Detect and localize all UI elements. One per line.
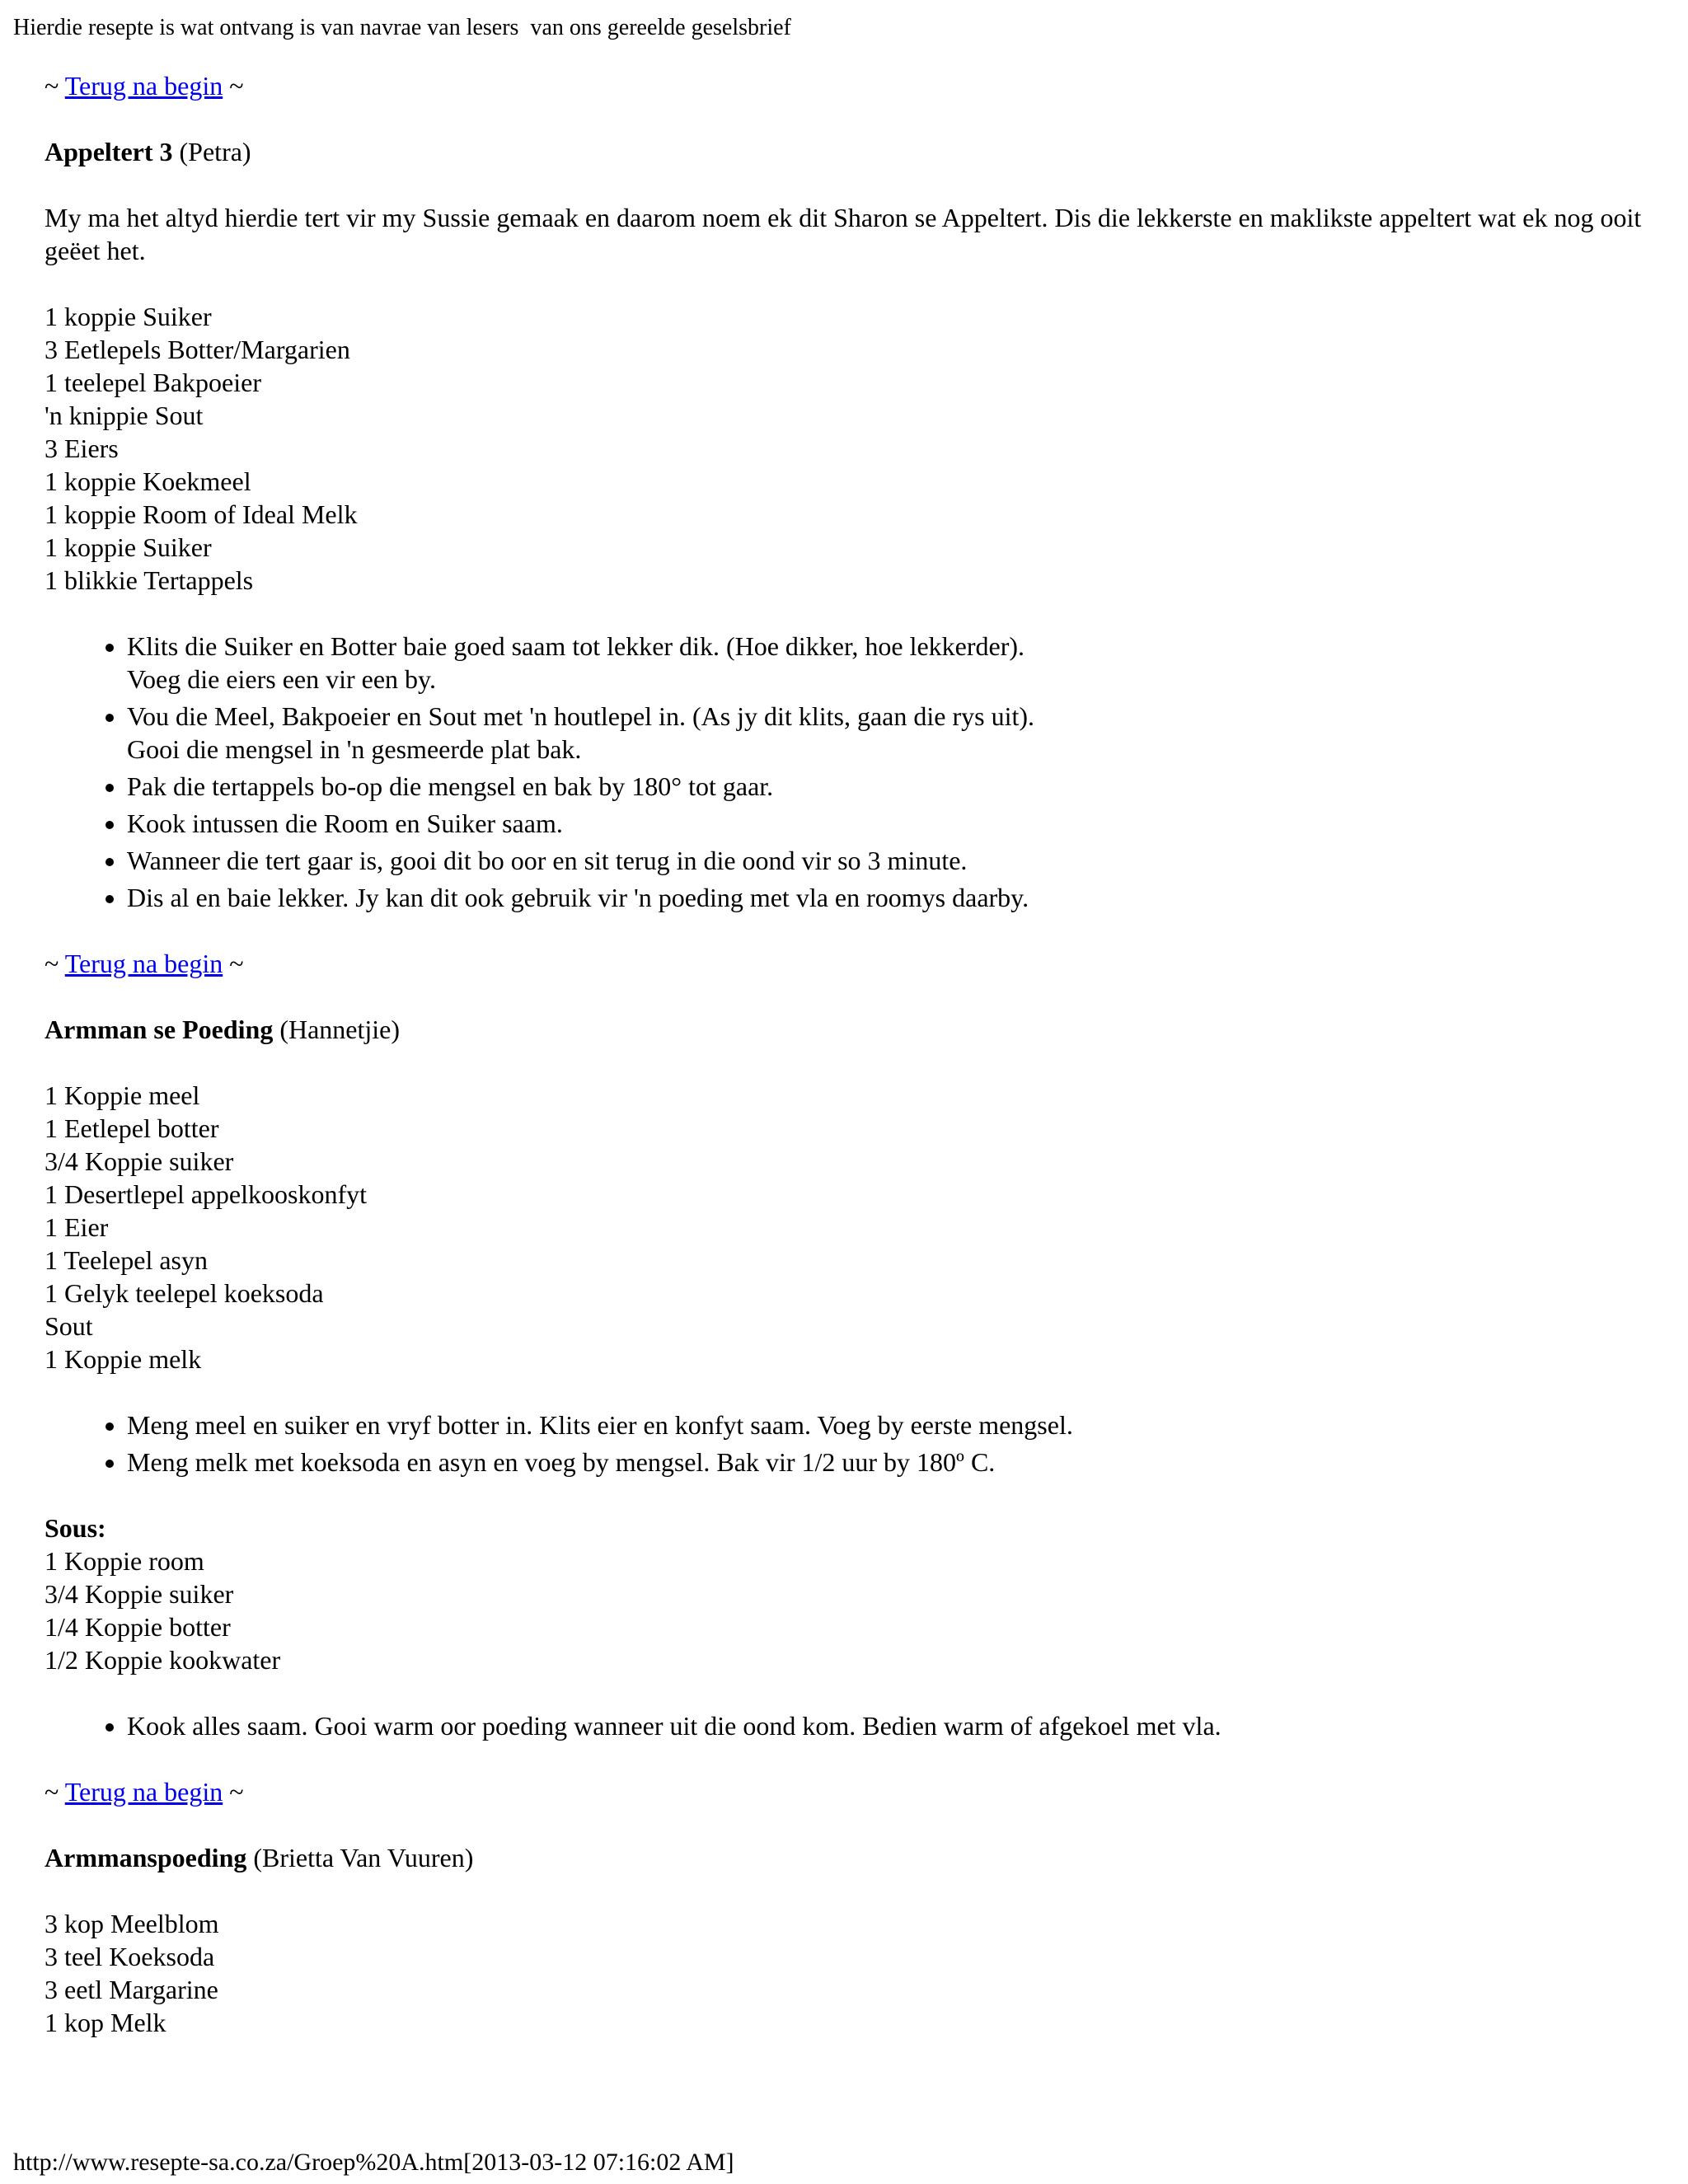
step-line: Gooi die mengsel in 'n gesmeerde plat bak. [127,734,582,764]
page-source-url: http://www.resepte-sa.co.za/Groep%20A.htm[2013-03-12 07:16:02 AM] [13,2149,734,2176]
step-line: • Wanneer die tert gaar is, gooi dit bo oor en sit terug in die oond vir so 3 minute. [127,846,968,875]
sauce-method-list [45,1709,1660,1742]
ingredient-item: 1 Eier [45,1212,109,1242]
ingredient-list [45,1907,1660,2039]
ingredient-item: 1 Desertlepel appelkooskonfyt [45,1179,367,1209]
step-line: • Kook alles saam. Gooi warm oor poeding wanneer uit die oond kom. Bedien warm of afgekoel met vla. [127,1711,1221,1741]
step-line: Voeg die eiers een vir een by. [127,664,436,694]
method-step [127,1408,1660,1441]
back-to-top-nav [45,1775,1660,1808]
sauce-title: Sous: [45,1513,106,1543]
recipe-name: Armman se Poeding [45,1015,274,1044]
ingredient-item: 1 Teelepel asyn [45,1245,208,1275]
method-step [127,844,1660,877]
ingredient-item: 'n knippie Sout [45,401,204,430]
step-line: • Dis al en baie lekker. Jy kan dit ook gebruik vir 'n poeding met vla en roomys daarby. [127,883,1029,912]
step-line: • Meng melk met koeksoda en asyn en voeg by mengsel. Bak vir 1/2 uur by 180º C. [127,1447,996,1477]
ingredient-item: 1 koppie Suiker [45,532,212,562]
ingredient-item: Sout [45,1311,93,1341]
ingredient-item: 3 Eiers [45,434,119,463]
recipe-title [45,1013,1660,1046]
recipe-content [45,69,1660,2072]
ingredient-item: 1 Koppie meel [45,1080,200,1110]
nav-prefix: ~ [45,1777,65,1807]
ingredient-item: 3 eetl Margarine [45,1975,218,2004]
page-intro: Hierdie resepte is wat ontvang is van navrae van lesers van ons gereelde geselsbrief [13,15,791,40]
ingredient-item: 1 Eetlepel botter [45,1113,219,1143]
sauce-ingredient-item: 1/4 Koppie botter [45,1612,231,1642]
ingredient-item: 1 Gelyk teelepel koeksoda [45,1278,324,1308]
ingredient-item: 1 koppie Suiker [45,302,212,331]
sauce-section [45,1511,1660,1676]
ingredient-item: 1 teelepel Bakpoeier [45,368,261,397]
step-line: • Meng meel en suiker en vryf botter in. Klits eier en konfyt saam. Voeg by eerste mengsel. [127,1410,1073,1440]
recipe-author: (Brietta Van Vuuren) [246,1843,474,1872]
recipe-author: (Petra) [172,137,251,166]
ingredient-item: 3 kop Meelblom [45,1909,219,1938]
nav-prefix: ~ [45,71,65,101]
ingredient-item: 3/4 Koppie suiker [45,1146,234,1176]
method-step [127,630,1660,696]
back-to-top-link[interactable]: Terug na begin [64,71,223,101]
step-line: • Vou die Meel, Bakpoeier en Sout met 'n houtlepel in. (As jy dit klits, gaan die rys uit). [127,701,1034,731]
back-to-top-link[interactable]: Terug na begin [64,1777,223,1807]
method-step [127,1709,1660,1742]
nav-suffix: ~ [223,949,244,978]
recipe-name: Appeltert 3 [45,137,173,166]
nav-suffix: ~ [223,1777,244,1807]
ingredient-item: 1 koppie Koekmeel [45,466,251,496]
ingredient-item: 1 blikkie Tertappels [45,565,254,595]
method-step [127,881,1660,914]
method-list [45,1408,1660,1479]
back-to-top-nav [45,69,1660,102]
method-list [45,630,1660,914]
method-step [127,807,1660,840]
step-line: • Kook intussen die Room en Suiker saam. [127,808,563,838]
method-step [127,770,1660,803]
method-step [127,1446,1660,1479]
recipe-name: Armmanspoeding [45,1843,247,1872]
ingredient-item: 3 Eetlepels Botter/Margarien [45,335,350,364]
nav-prefix: ~ [45,949,65,978]
ingredient-item: 1 Koppie melk [45,1344,202,1374]
recipe-title [45,135,1660,168]
back-to-top-link[interactable]: Terug na begin [64,949,223,978]
sauce-ingredient-item: 3/4 Koppie suiker [45,1579,234,1609]
method-step [127,700,1660,766]
step-line: • Pak die tertappels bo-op die mengsel en bak by 180° tot gaar. [127,771,774,801]
ingredient-list [45,1079,1660,1376]
ingredient-item: 3 teel Koeksoda [45,1942,215,1971]
sauce-ingredient-item: 1/2 Koppie kookwater [45,1645,281,1675]
ingredient-item: 1 kop Melk [45,2008,166,2037]
step-line: • Klits die Suiker en Botter baie goed saam tot lekker dik. (Hoe dikker, hoe lekkerder). [127,631,1025,661]
recipe-author: (Hannetjie) [273,1015,401,1044]
ingredient-item: 1 koppie Room of Ideal Melk [45,499,358,529]
recipe-title [45,1841,1660,1874]
nav-suffix: ~ [223,71,244,101]
recipe-description: My ma het altyd hierdie tert vir my Sussie gemaak en daarom noem ek dit Sharon se Appeltert. Dis die lekkerste en maklikste appeltert wat ek nog ooit geëet het. [45,203,1642,265]
ingredient-list [45,300,1660,597]
sauce-ingredient-item: 1 Koppie room [45,1546,204,1576]
back-to-top-nav [45,947,1660,980]
